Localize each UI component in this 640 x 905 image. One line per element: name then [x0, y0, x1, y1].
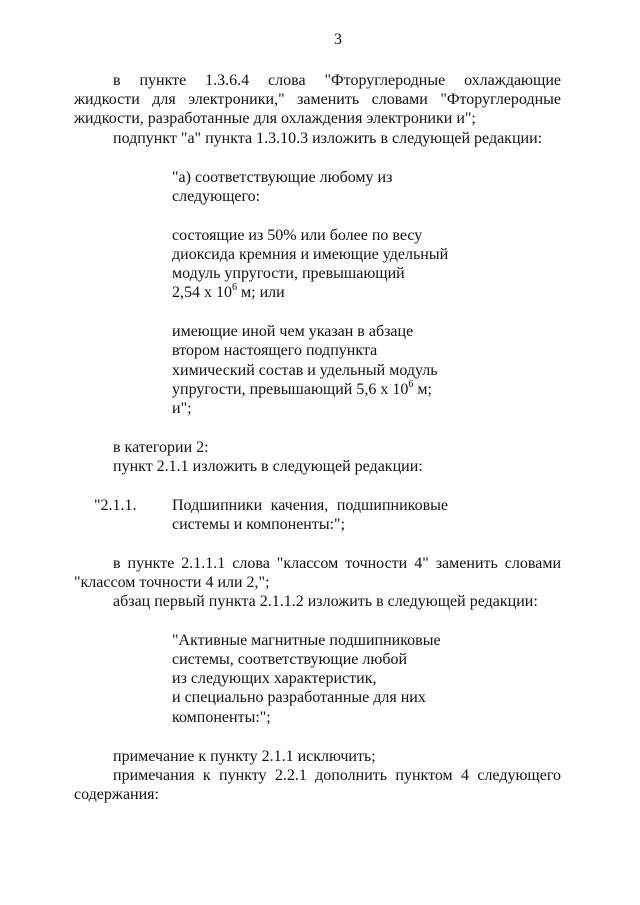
para1-line2: жидкости для электроники," заменить словами "Фторуглеродные [74, 91, 561, 108]
quote1-line6-pre: 2,54 х 10 [172, 284, 232, 301]
quote2-line1: "Активные магнитные подшипниковые [172, 632, 441, 649]
quote1-line10 [172, 380, 432, 400]
page-number: 3 [334, 31, 342, 48]
quote1-line6-post: м; или [237, 284, 285, 301]
quote1-line3: состоящие из 50% или более по весу [172, 227, 423, 244]
para3-line2: "классом точности 4 или 2,"; [74, 574, 270, 591]
point-211-intro: пункт 2.1.1 изложить в следующей редакции: [113, 458, 423, 475]
quote1-line8: втором настоящего подпункта [172, 342, 378, 359]
item-211-line1: Подшипники качения, подшипниковые [172, 497, 448, 514]
para2: подпункт "а" пункта 1.3.10.3 изложить в следующей редакции: [113, 130, 543, 147]
exponent: 6 [232, 281, 237, 293]
quote1-line10-pre: упругости, превышающий 5,6 х 10 [172, 381, 409, 398]
para6-line2: содержания: [74, 786, 159, 803]
para4: абзац первый пункта 2.1.1.2 изложить в следующей редакции: [113, 593, 538, 610]
quote1-line7: имеющие иной чем указан в абзаце [172, 323, 414, 340]
item-211-number: "2.1.1. [94, 497, 137, 514]
item-211-line2: системы и компоненты:"; [172, 516, 346, 533]
quote1-line6 [172, 283, 285, 303]
quote1-line1: "а) соответствующие любому из [172, 169, 393, 186]
quote1-line2: следующего: [172, 188, 261, 205]
quote1-line9: химический состав и удельный модуль [172, 362, 438, 379]
quote2-line3: из следующих характеристик, [172, 670, 377, 687]
quote1-line4: диоксида кремния и имеющие удельный [172, 246, 449, 263]
para1-line1: в пункте 1.3.6.4 слова "Фторуглеродные охлаждающие [113, 72, 561, 89]
para5: примечание к пункту 2.1.1 исключить; [113, 748, 376, 765]
quote2-line4: и специально разработанные для них [172, 689, 426, 706]
category-2-heading: в категории 2: [113, 439, 209, 456]
para6-line1: примечания к пункту 2.2.1 дополнить пунктом 4 следующего [113, 767, 561, 784]
quote1-line5: модуль упругости, превышающий [172, 265, 405, 282]
para3-line1: в пункте 2.1.1.1 слова "классом точности 4" заменить словами [113, 555, 561, 572]
quote2-line2: системы, соответствующие любой [172, 651, 408, 668]
quote1-line11: и"; [172, 400, 192, 417]
quote1-line10-post: м; [413, 381, 432, 398]
para1-line3: жидкости, разработанные для охлаждения электроники и"; [74, 110, 476, 127]
quote2-line5: компоненты:"; [172, 709, 271, 726]
exponent: 6 [408, 378, 414, 390]
